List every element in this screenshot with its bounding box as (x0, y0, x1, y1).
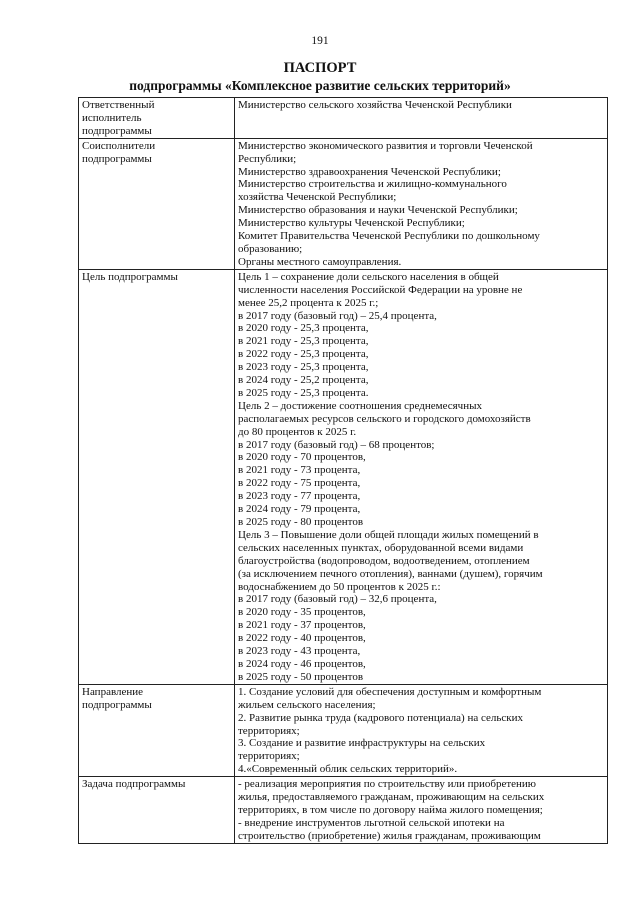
row-value-line: в 2023 году - 77 процента, (238, 490, 361, 503)
row-value-line: располагаемых ресурсов сельского и городского домохозяйств (238, 412, 531, 425)
row-value-line: Министерство здравоохранения Чеченской Республики; (238, 165, 501, 178)
row-value-line: Цель 1 – сохранение доли сельского населения в общей (238, 270, 499, 283)
document-subtitle: подпрограммы «Комплексное развитие сельских территорий» (129, 78, 511, 93)
row-value-line: в 2024 году - 46 процентов, (238, 657, 366, 670)
row-value-line: в 2025 году - 25,3 процента. (238, 386, 369, 399)
row-value-line: в 2020 году - 25,3 процента, (238, 322, 369, 335)
page-number: 191 (311, 35, 329, 47)
row-value-line: водоснабжением до 50 процентов к 2025 г.: (238, 580, 441, 593)
row-value-cell (235, 684, 608, 776)
row-value-line: Республики; (238, 152, 297, 165)
table-row (79, 138, 608, 269)
row-value-line: в 2017 году (базовый год) – 68 процентов; (238, 438, 435, 451)
row-value-cell (235, 138, 608, 269)
row-label-line: подпрограммы (82, 152, 152, 165)
row-value-line: в 2024 году - 25,2 процента, (238, 374, 369, 387)
passport-table-body (79, 98, 608, 844)
row-label-cell (79, 98, 235, 139)
row-value-line: 1. Создание условий для обеспечения доступным и комфортным (238, 685, 542, 698)
row-value-line: в 2023 году - 25,3 процента, (238, 361, 369, 374)
row-value-line: жильем сельского населения; (238, 698, 376, 711)
row-value-line: 2. Развитие рынка труда (кадрового потенциала) на сельских (238, 711, 523, 724)
row-label-line: Цель подпрограммы (82, 270, 178, 283)
row-value-line: Органы местного самоуправления. (238, 255, 402, 268)
row-value-line: - внедрение инструментов льготной сельской ипотеки на (238, 816, 505, 829)
row-value-line: благоустройства (водопроводом, водоотведением, отоплением (238, 554, 530, 567)
row-value-line: территориях; (238, 724, 300, 737)
row-value-line: сельских населенных пунктах, оборудованной всеми видами (238, 541, 524, 554)
row-value-line: - реализация мероприятия по строительству или приобретению (238, 778, 537, 791)
row-label-line: исполнитель (82, 111, 142, 124)
row-label-cell (79, 269, 235, 684)
row-label-line: Задача подпрограммы (82, 778, 186, 791)
row-value-line: в 2020 году - 35 процентов, (238, 606, 366, 619)
row-label-cell (79, 138, 235, 269)
row-value-line: образованию; (238, 242, 303, 255)
row-value-line: 3. Создание и развитие инфраструктуры на сельских (238, 737, 486, 750)
row-label-line: Направление (82, 685, 144, 698)
row-value-line: 4.«Современный облик сельских территорий». (238, 763, 458, 776)
table-row (79, 98, 608, 139)
row-value-line: Комитет Правительства Чеченской Республики по дошкольному (238, 230, 540, 243)
table-row (79, 684, 608, 776)
row-value-line: Министерство культуры Чеченской Республики; (238, 217, 465, 230)
row-label-line: подпрограммы (82, 124, 152, 137)
row-value-line: в 2017 году (базовый год) – 25,4 процента, (238, 309, 437, 322)
row-value-line: жилья, предоставляемого гражданам, проживающим на сельских (238, 791, 545, 804)
row-value-line: в 2022 году - 25,3 процента, (238, 348, 369, 361)
row-value-line: до 80 процентов к 2025 г. (238, 425, 357, 438)
row-value-line: в 2021 году - 73 процента, (238, 464, 361, 477)
table-row (79, 777, 608, 844)
row-value-line: в 2022 году - 75 процента, (238, 477, 361, 490)
row-value-cell (235, 98, 608, 139)
row-value-line: в 2021 году - 25,3 процента, (238, 335, 369, 348)
row-value-line: в 2021 году - 37 процентов, (238, 619, 366, 632)
row-value-line: Министерство сельского хозяйства Чеченской Республики (238, 99, 512, 111)
row-label-line: Ответственный (82, 99, 155, 111)
row-value-line: Министерство экономического развития и торговли Чеченской (238, 139, 533, 152)
row-value-line: в 2022 году - 40 процентов, (238, 632, 366, 645)
row-value-line: в 2020 году - 70 процентов, (238, 451, 366, 464)
row-label-line: Соисполнители (82, 139, 156, 152)
table-row (79, 269, 608, 684)
row-value-cell (235, 777, 608, 844)
row-value-line: в 2025 году - 80 процентов (238, 516, 364, 528)
row-value-line: в 2025 году - 50 процентов (238, 670, 364, 683)
row-label-cell (79, 684, 235, 776)
row-value-line: менее 25,2 процента к 2025 г.; (238, 296, 379, 309)
row-value-line: в 2017 году (базовый год) – 32,6 процента, (238, 593, 437, 606)
row-value-line: хозяйства Чеченской Республики; (238, 191, 397, 204)
row-value-line: Цель 3 – Повышение доли общей площади жилых помещений в (238, 528, 539, 541)
row-value-line: территориях; (238, 750, 300, 763)
passport-table (78, 97, 608, 844)
row-value-line: строительство (приобретение) жилья гражданам, проживающим (238, 829, 541, 842)
row-label-cell (79, 777, 235, 844)
row-value-line: в 2023 году - 43 процента, (238, 645, 361, 658)
row-value-line: численности населения Российской Федерации на уровне не (238, 283, 523, 296)
row-value-line: Министерство строительства и жилищно-коммунального (238, 178, 507, 191)
row-value-line: в 2024 году - 79 процента, (238, 503, 361, 516)
row-value-line: территориях, в том числе по договору найма жилого помещения; (238, 803, 543, 816)
row-label-line: подпрограммы (82, 698, 152, 711)
row-value-line: (за исключением печного отопления), ваннами (душем), горячим (238, 567, 543, 580)
row-value-line: Министерство образования и науки Чеченской Республики; (238, 204, 518, 217)
row-value-line: Цель 2 – достижение соотношения среднемесячных (238, 399, 482, 412)
row-value-cell (235, 269, 608, 684)
document-title: ПАСПОРТ (283, 60, 357, 76)
